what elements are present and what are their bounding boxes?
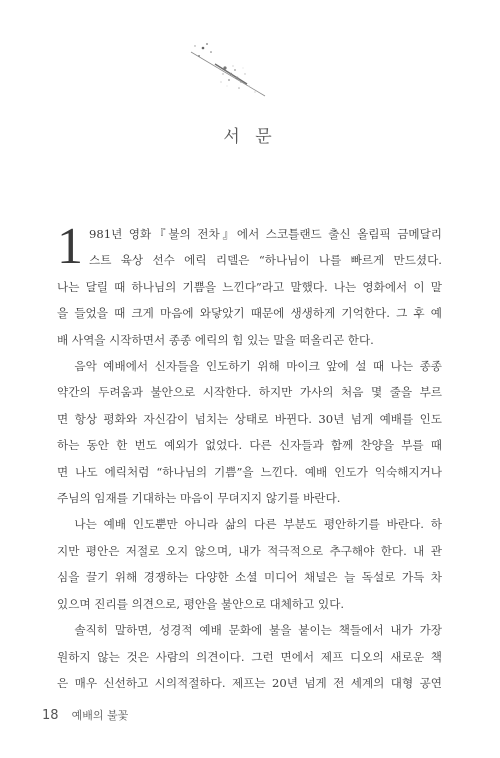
page-footer <box>42 704 128 723</box>
text-line: 솔직히 말하면, 성경적 예배 문화에 불을 붙이는 책들에서 내가 가장 <box>74 623 442 638</box>
text-line: 면 나도 에릭처럼 “하나님의 기쁨”을 느낀다. 예배 인도가 익숙해지거나 <box>57 464 442 479</box>
drop-cap: 1 <box>57 218 83 275</box>
text-line: 약간의 두려움과 불안으로 시작한다. 하지만 가사의 처음 몇 줄을 부르 <box>57 385 442 400</box>
paragraph-4 <box>57 617 442 696</box>
text-line: 나는 예배 인도뿐만 아니라 삶의 다른 부분도 평안하기를 바란다. 하 <box>74 517 442 532</box>
chapter-title: 서 문 <box>223 127 277 147</box>
text-line: 심을 끌기 위해 경쟁하는 다양한 소셜 미디어 채널은 늘 독설로 가득 차 <box>57 570 442 585</box>
text-line: 지만 평안은 저절로 오지 않으며, 내가 적극적으로 추구해야 한다. 내 관 <box>57 543 442 558</box>
paragraph-3 <box>57 511 442 617</box>
text-line: 나는 달릴 때 하나님의 기쁨을 느낀다”라고 말했다. 나는 영화에서 이 말 <box>57 279 442 294</box>
paragraph-1 <box>57 218 442 353</box>
text-line: 있으며 진리를 의견으로, 평안을 불안으로 대체하고 있다. <box>57 596 345 611</box>
running-title: 예배의 불꽃 <box>71 709 129 722</box>
text-line: 은 매우 신선하고 시의적절하다. 제프는 20년 넘게 전 세계의 대형 공연 <box>57 675 442 690</box>
text-line: 스트 육상 선수 에릭 리델은 “하나님이 나를 빠르게 만드셨다. <box>89 253 442 268</box>
page-number: 18 <box>42 708 59 723</box>
text-line: 하는 동안 한 번도 예외가 없었다. 다른 신자들과 함께 찬양을 부를 때 <box>57 438 442 453</box>
text-line: 음악 예배에서 신자들을 인도하기 위해 마이크 앞에 설 때 나는 종종 <box>74 359 442 374</box>
text-line: 주님의 임재를 기대하는 마음이 무뎌지지 않기를 바란다. <box>57 491 341 506</box>
text-line: 면 항상 평화와 자신감이 넘치는 상태로 바뀐다. 30년 넘게 예배를 인도 <box>57 411 442 426</box>
text-line: 원하지 않는 것은 사람의 의견이다. 그런 면에서 제프 디오의 새로운 책 <box>57 649 442 664</box>
paragraph-2 <box>57 353 442 511</box>
body-text <box>57 218 442 696</box>
text-line: 배 사역을 시작하면서 종종 에릭의 힘 있는 말을 떠올리곤 한다. <box>57 332 374 347</box>
sparkle-streak-icon <box>185 38 275 108</box>
text-line: 을 들었을 때 크게 마음에 와닿았기 때문에 생생하게 기억한다. 그 후 예 <box>57 306 442 321</box>
text-line: 981년 영화『불의 전차』에서 스코틀랜드 출신 올림픽 금메달리 <box>89 227 442 241</box>
